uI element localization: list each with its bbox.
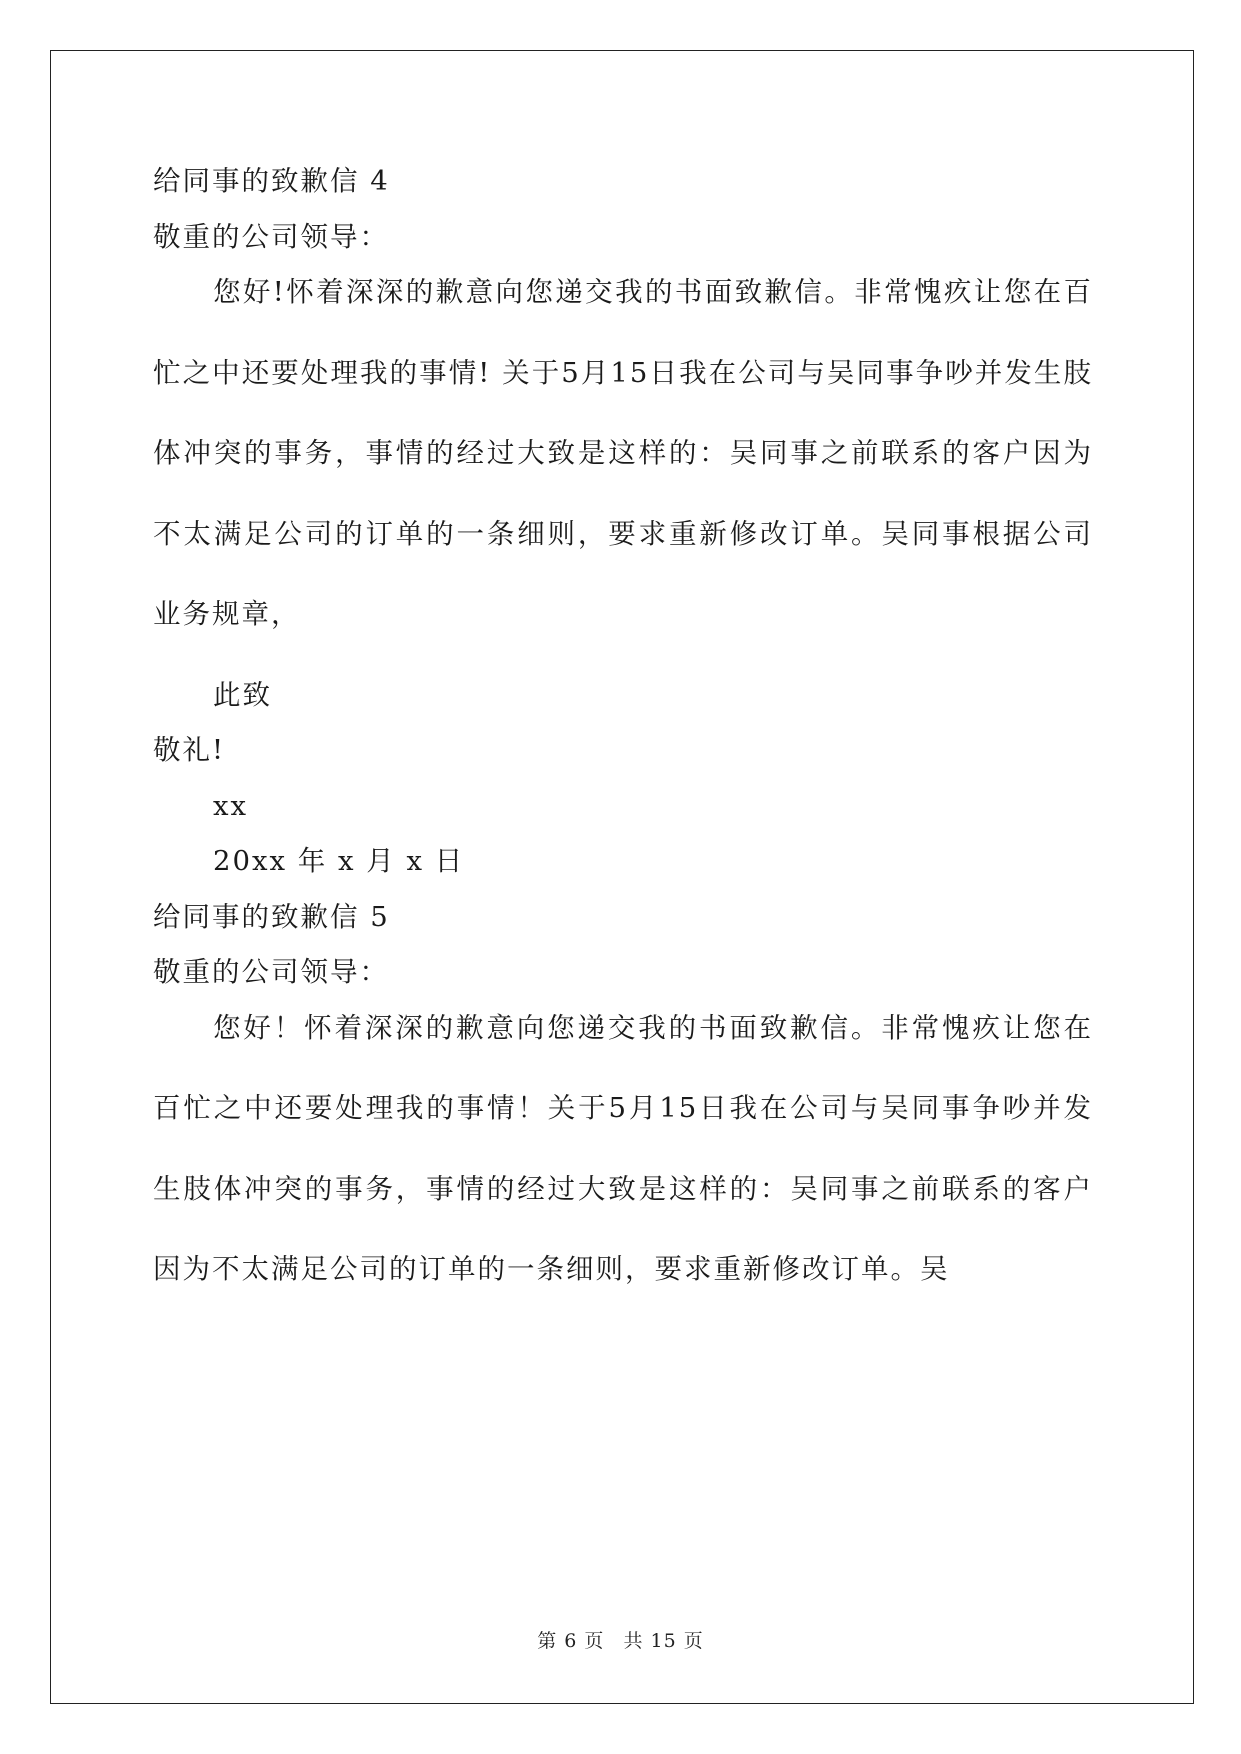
- letter-4-date: 20xx 年 x 月 x 日: [213, 845, 465, 877]
- letter-4-title: 给同事的致歉信 4: [153, 165, 390, 197]
- letter-4-closing: 此致: [213, 678, 272, 711]
- letter-5-title: 给同事的致歉信 5: [153, 900, 390, 933]
- page-number: 第 6 页: [537, 1630, 605, 1652]
- page-footer: [0, 1626, 1241, 1653]
- page-total: 共 15 页: [623, 1630, 704, 1652]
- document-body: [153, 166, 1093, 1335]
- letter-4-regards: 敬礼!: [153, 734, 226, 766]
- letter-4-body: 您好!怀着深深的歉意向您递交我的书面致歉信。非常愧疚让您在百忙之中还要处理我的事情! 关于5月15日我在公司与吴同事争吵并发生肢体冲突的事务，事情的经过大致是这样的：吴同事之前联系的客户因为不太满足公司的订单的一条细则，要求重新修改订单。吴同事根据公司业务规章，: [153, 276, 1093, 630]
- letter-5-salutation: 敬重的公司领导：: [153, 956, 389, 988]
- letter-4-salutation: 敬重的公司领导：: [153, 220, 389, 253]
- letter-5-body: 您好！怀着深深的歉意向您递交我的书面致歉信。非常愧疚让您在百忙之中还要处理我的事情！关于5月15日我在公司与吴同事争吵并发生肢体冲突的事务，事情的经过大致是这样的：吴同事之前联系的客户因为不太满足公司的订单的一条细则，要求重新修改订单。吴: [153, 1011, 1093, 1285]
- letter-4-signature: xx: [213, 789, 249, 822]
